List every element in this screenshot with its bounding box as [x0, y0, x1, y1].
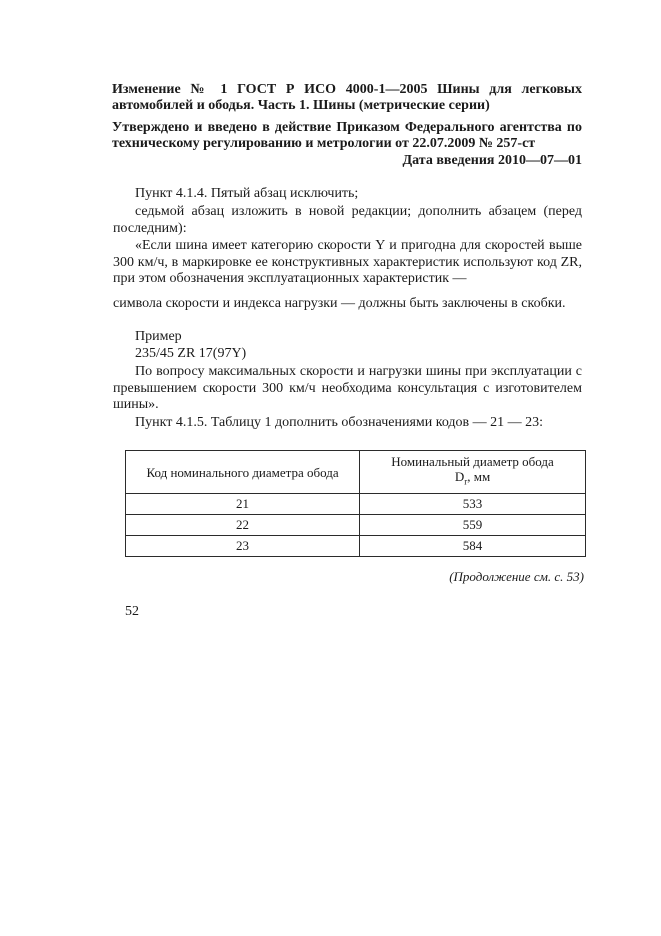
- page-number: 52: [125, 604, 139, 619]
- table-cell-diameter: 584: [360, 536, 586, 557]
- table-cell-code: 23: [126, 536, 360, 557]
- effective-date: Дата введения 2010—07—01: [402, 153, 582, 168]
- table-header-diameter: [360, 451, 586, 494]
- table-cell-code: 22: [126, 515, 360, 536]
- diameter-symbol: D: [454, 469, 465, 485]
- table-cell-code: 21: [126, 494, 360, 515]
- table-row: [126, 515, 586, 536]
- diameter-subscript: r: [464, 476, 468, 487]
- paragraph-4: символа скорости и индекса нагрузки — должны быть заключены в скобки.: [113, 296, 566, 311]
- diameter-unit: , мм: [467, 469, 491, 485]
- table-cell-diameter: 559: [360, 515, 586, 536]
- example-code: 235/45 ZR 17(97Y): [135, 346, 247, 361]
- table-cell-diameter: 533: [360, 494, 586, 515]
- paragraph-8: Пункт 4.1.5. Таблицу 1 дополнить обозначениями кодов — 21 — 23:: [135, 415, 544, 430]
- table-header-row: [126, 451, 586, 494]
- continuation-note: (Продолжение см. с. 53): [449, 569, 584, 584]
- approval-statement: Утверждено и введено в действие Приказом Федерального агентства по техническому регулированию и метрологии от 22.07.2009 № 257-ст: [112, 120, 582, 151]
- paragraph-1: Пункт 4.1.4. Пятый абзац исключить;: [135, 186, 359, 201]
- table-header-code: Код номинального диаметра обода: [126, 451, 360, 494]
- example-label: Пример: [135, 329, 182, 344]
- amendment-title: Изменение № 1 ГОСТ Р ИСО 4000-1—2005 Шины для легковых автомобилей и ободья. Часть 1. Шины (метрические серии): [112, 82, 582, 113]
- paragraph-3: «Если шина имеет категорию скорости Y и пригодна для скоростей выше 300 км/ч, в маркировке ее конструктивных характеристик используют код ZR, при этом обозначения эксплуатационных характеристик —: [113, 238, 582, 286]
- rim-diameter-table: [125, 450, 586, 557]
- table-row: [126, 494, 586, 515]
- table-row: [126, 536, 586, 557]
- paragraph-7: По вопросу максимальных скорости и нагрузки шины при эксплуатации с превышением скорости 300 км/ч необходима консультация с изготовителем шины».: [113, 364, 582, 412]
- paragraph-2: седьмой абзац изложить в новой редакции; дополнить абзацем (перед последним):: [113, 204, 582, 236]
- diameter-header-label: Номинальный диаметр обода: [391, 454, 554, 470]
